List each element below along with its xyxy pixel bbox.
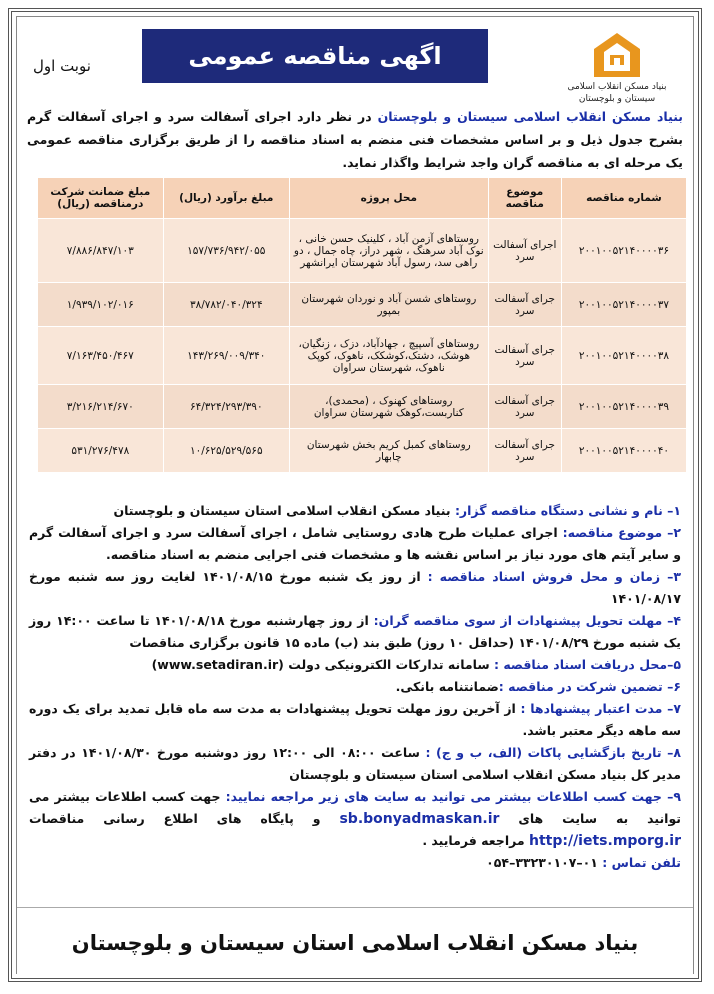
project-location: روستاهای آزمن آباد ، کلینیک حسن خانی ، نوک آباد سرهنگ ، شهر دراز، چاه جمال ، دو راهی سد، رسول آباد شهرستان ایرانشهر [289, 219, 488, 283]
logo-text-line1: بنیاد مسکن انقلاب اسلامی [567, 82, 667, 92]
column-header: موضوع مناقصه [488, 178, 561, 219]
item-text: از روز چهارشنبه مورخ ۱۴۰۱/۰۸/۱۸ تا ساعت ۱۴:۰۰ روز یک شنبه مورخ ۱۴۰۱/۰۸/۲۹ (حداقل ۱۰ روز) طبق بند (ب) ماده ۱۵ قانون برگزاری مناقصات [29, 613, 681, 650]
list-item [29, 610, 681, 654]
intro-text: در نظر دارد اجرای آسفالت سرد و اجرای آسفالت گرم بشرح جدول ذیل و بر اساس مشخصات فنی منضم به اسناد مناقصه را از طریق برگزاری مناقصه عمومی یک مرحله ای به مناقصه گران واجد شرایط واگذار نماید. [27, 109, 683, 170]
logo-text-line2: سیستان و بلوچستان [578, 94, 656, 104]
item-text: از روز یک شنبه مورخ ۱۴۰۱/۰۸/۱۵ لغایت روز سه شنبه مورخ ۱۴۰۱/۰۸/۱۷ [29, 569, 681, 606]
intro-paragraph [27, 105, 683, 174]
item-text: از آخرین روز مهلت تحویل پیشنهادات به مدت سه ماه قابل تمدید برای یک دوره سه ماهه دیگر معتبر باشد. [29, 701, 681, 738]
intro-org: بنیاد مسکن انقلاب اسلامی سیستان و بلوچستان [377, 109, 683, 124]
conditions-list [29, 500, 681, 874]
item-text: بنیاد مسکن انقلاب اسلامی استان سیستان و بلوچستان [113, 503, 455, 518]
list-item [29, 698, 681, 742]
list-item [29, 522, 681, 566]
footer-organization: بنیاد مسکن انقلاب اسلامی استان سیستان و بلوچستان [17, 907, 693, 978]
guarantee-amount: ۱/۹۳۹/۱۰۲/۰۱۶ [38, 283, 164, 327]
guarantee-amount: ۷/۱۶۳/۴۵۰/۴۶۷ [38, 327, 164, 385]
notice-inner [16, 16, 694, 974]
contact-phone: ۰۱–۳۳۲۳۰۱۰۷–۰۵۴ [486, 855, 603, 870]
table-row [38, 283, 687, 327]
page-title: اگهی مناقصه عمومی [142, 29, 488, 83]
estimated-amount: ۱۰/۶۲۵/۵۲۹/۵۶۵ [163, 429, 289, 473]
tender-subject: اجرای آسفالت سرد [488, 219, 561, 283]
estimated-amount: ۶۴/۳۲۴/۲۹۳/۳۹۰ [163, 385, 289, 429]
round-label: نوبت اول [33, 57, 91, 75]
item-label: ۲– موضوع مناقصه: [562, 525, 681, 540]
contact-line [29, 852, 681, 874]
project-location: روستاهای شسن آباد و نوردان شهرستان بمپور [289, 283, 488, 327]
table-row [38, 327, 687, 385]
tender-subject: جرای آسفالت سرد [488, 385, 561, 429]
house-logo-icon [590, 31, 644, 79]
column-header: مبلغ ضمانت شرکت درمناقصه (ریال) [38, 178, 164, 219]
tender-number: ۲۰۰۱۰۰۵۲۱۴۰۰۰۰۳۹ [561, 385, 686, 429]
item-label: ۱– نام و نشانی دستگاه مناقصه گزار: [454, 503, 681, 518]
table-header-row [38, 178, 687, 219]
tender-number: ۲۰۰۱۰۰۵۲۱۴۰۰۰۰۳۸ [561, 327, 686, 385]
guarantee-amount: ۳/۲۱۶/۲۱۴/۶۷۰ [38, 385, 164, 429]
list-item [29, 654, 681, 676]
tender-subject: جرای آسفالت سرد [488, 327, 561, 385]
column-header: محل پروژه [289, 178, 488, 219]
item-label: ۶– تضمین شرکت در مناقصه : [498, 679, 681, 694]
guarantee-amount: ۵۳۱/۲۷۶/۴۷۸ [38, 429, 164, 473]
list-item [29, 676, 681, 698]
item-label: ۳– زمان و محل فروش اسناد مناقصه : [427, 569, 682, 584]
item-label: ۹– جهت کسب اطلاعات بیشتر می توانید به سایت های زیر مراجعه نمایید: [225, 789, 681, 804]
item-text: ضمانتنامه بانکی. [395, 679, 499, 694]
organization-logo [557, 31, 677, 105]
project-location: روستاهای کهنوک ، (محمدی)، کناربست،کوهک شهرستان سراوان [289, 385, 488, 429]
table-row [38, 219, 687, 283]
project-location: روستاهای آسپیچ ، جهادآباد، دزک ، زنگیان، هوشک، دشتک،کوشکک، ناهوک، کوپک ناهوک، شهرستان سراوان [289, 327, 488, 385]
list-item [29, 786, 681, 852]
tender-number: ۲۰۰۱۰۰۵۲۱۴۰۰۰۰۳۷ [561, 283, 686, 327]
list-item [29, 566, 681, 610]
logo-caption [557, 81, 677, 105]
item-label: ۵–محل دریافت اسناد مناقصه : [493, 657, 681, 672]
tender-subject: جرای آسفالت سرد [488, 429, 561, 473]
site-link-bonyad[interactable]: sb.bonyadmaskan.ir [339, 811, 500, 827]
tender-number: ۲۰۰۱۰۰۵۲۱۴۰۰۰۰۴۰ [561, 429, 686, 473]
table-row [38, 385, 687, 429]
column-header: شماره مناقصه [561, 178, 686, 219]
links-mid-text: و پایگاه های اطلاع رسانی مناقصات [29, 811, 340, 826]
project-location: روستاهای کمبل کریم بخش شهرستان چابهار [289, 429, 488, 473]
item-label: ۷– مدت اعتبار پیشنهادها : [520, 701, 682, 716]
contact-label: تلفن تماس : [602, 855, 681, 870]
column-header: مبلغ برآورد (ریال) [163, 178, 289, 219]
item-label: ۴– مهلت تحویل پیشنهادات از سوی مناقصه گران: [373, 613, 682, 628]
links-end-text: مراجعه فرمایید . [422, 833, 529, 848]
estimated-amount: ۱۵۷/۷۳۶/۹۴۲/۰۵۵ [163, 219, 289, 283]
estimated-amount: ۳۸/۷۸۲/۰۴۰/۳۲۴ [163, 283, 289, 327]
item-text: اجرای عملیات طرح هادی روستایی شامل ، اجرای آسفالت سرد و اجرای آسفالت گرم و سایر آیتم های مورد نیاز بر اساس نقشه ها و مشخصات فنی اجرایی منضم به اسناد مناقصه. [29, 525, 681, 562]
header [17, 17, 693, 105]
item-text: جهت کسب اطلاعات بیشتر می توانید به سایت های [29, 789, 681, 826]
notice-frame [8, 8, 702, 982]
item-text: ساعت ۰۸:۰۰ الی ۱۲:۰۰ روز دوشنبه مورخ ۱۴۰۱/۰۸/۳۰ در دفتر مدیر کل بنیاد مسکن انقلاب اسلامی استان سیستان و بلوچستان [29, 745, 681, 782]
estimated-amount: ۱۴۳/۲۶۹/۰۰۹/۳۴۰ [163, 327, 289, 385]
list-item [29, 742, 681, 786]
guarantee-amount: ۷/۸۸۶/۸۴۷/۱۰۳ [38, 219, 164, 283]
table-row [38, 429, 687, 473]
tender-number: ۲۰۰۱۰۰۵۲۱۴۰۰۰۰۳۶ [561, 219, 686, 283]
list-item [29, 500, 681, 522]
item-text: سامانه تدارکات الکترونیکی دولت (www.setadiran.ir) [151, 657, 494, 672]
tender-subject: جرای آسفالت سرد [488, 283, 561, 327]
site-link-iets[interactable]: http://iets.mporg.ir [528, 833, 681, 849]
item-label: ۸– تاریخ بازگشایی پاکات (الف، ب و ج) : [425, 745, 681, 760]
tender-table [37, 177, 687, 473]
